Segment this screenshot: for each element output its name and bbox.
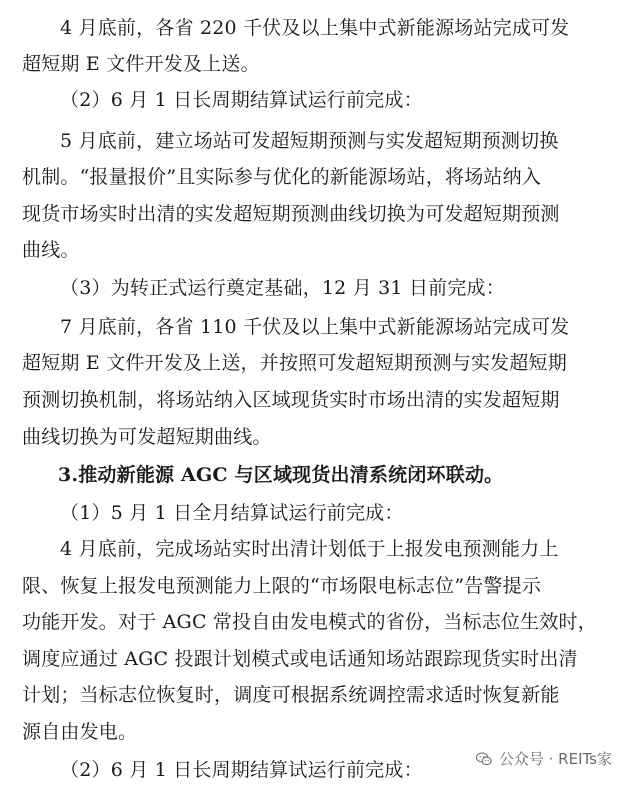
body-line-14: 调度应通过 AGC 投跟计划模式或电话通知场站跟踪现货实时出清 xyxy=(22,647,578,670)
body-line-2: 超短期 E 文件开发及上送。 xyxy=(22,53,260,76)
body-line-13: 功能开发。对于 AGC 常投自由发电模式的省份，当标志位生效时， xyxy=(22,610,597,633)
body-line-10: 曲线切换为可发超短期曲线。 xyxy=(22,425,272,448)
body-line-1: 4 月底前，各省 220 千伏及以上集中式新能源场站完成可发 xyxy=(60,17,570,39)
body-line-11: 4 月底前，完成场站实时出清计划低于上报发电预测能力上 xyxy=(60,537,559,560)
body-line-15: 计划；当标志位恢复时，调度可根据系统调控需求适时恢复新能 xyxy=(22,683,560,706)
watermark xyxy=(471,746,616,771)
body-line-4: 机制。“报量报价”且实际参与优化的新能源场站，将场站纳入 xyxy=(22,166,542,189)
body-line-16: 源自由发电。 xyxy=(22,721,138,743)
body-line-6: 曲线。 xyxy=(22,239,80,262)
wechat-icon xyxy=(475,750,493,768)
section-heading-3: （3）为转正式运行奠定基础，12 月 31 日前完成： xyxy=(60,277,505,300)
section-heading-1: （1）5 月 1 日全月结算试运行前完成： xyxy=(60,501,404,524)
section-heading-2b: （2）6 月 1 日长周期结算试运行前完成： xyxy=(60,759,423,781)
body-line-12: 限、恢复上报发电预测能力上限的“市场限电标志位”告警提示 xyxy=(22,574,542,597)
watermark-text: 公众号 · REITs家 xyxy=(498,750,612,768)
body-line-7: 7 月底前，各省 110 千伏及以上集中式新能源场站完成可发 xyxy=(60,316,570,339)
section-heading-2: （2）6 月 1 日长周期结算试运行前完成： xyxy=(60,89,423,112)
body-line-5: 现货市场实时出清的实发超短期预测曲线切换为可发超短期预测 xyxy=(22,203,560,226)
body-line-9: 预测切换机制，将场站纳入区域现货实时市场出清的实发超短期 xyxy=(22,389,560,412)
body-line-3: 5 月底前，建立场站可发超短期预测与实发超短期预测切换 xyxy=(60,130,559,153)
body-line-8: 超短期 E 文件开发及上送，并按照可发超短期预测与实发超短期 xyxy=(22,352,567,375)
main-heading-3: 3.推动新能源 AGC 与区域现货出清系统闭环联动。 xyxy=(58,463,504,486)
